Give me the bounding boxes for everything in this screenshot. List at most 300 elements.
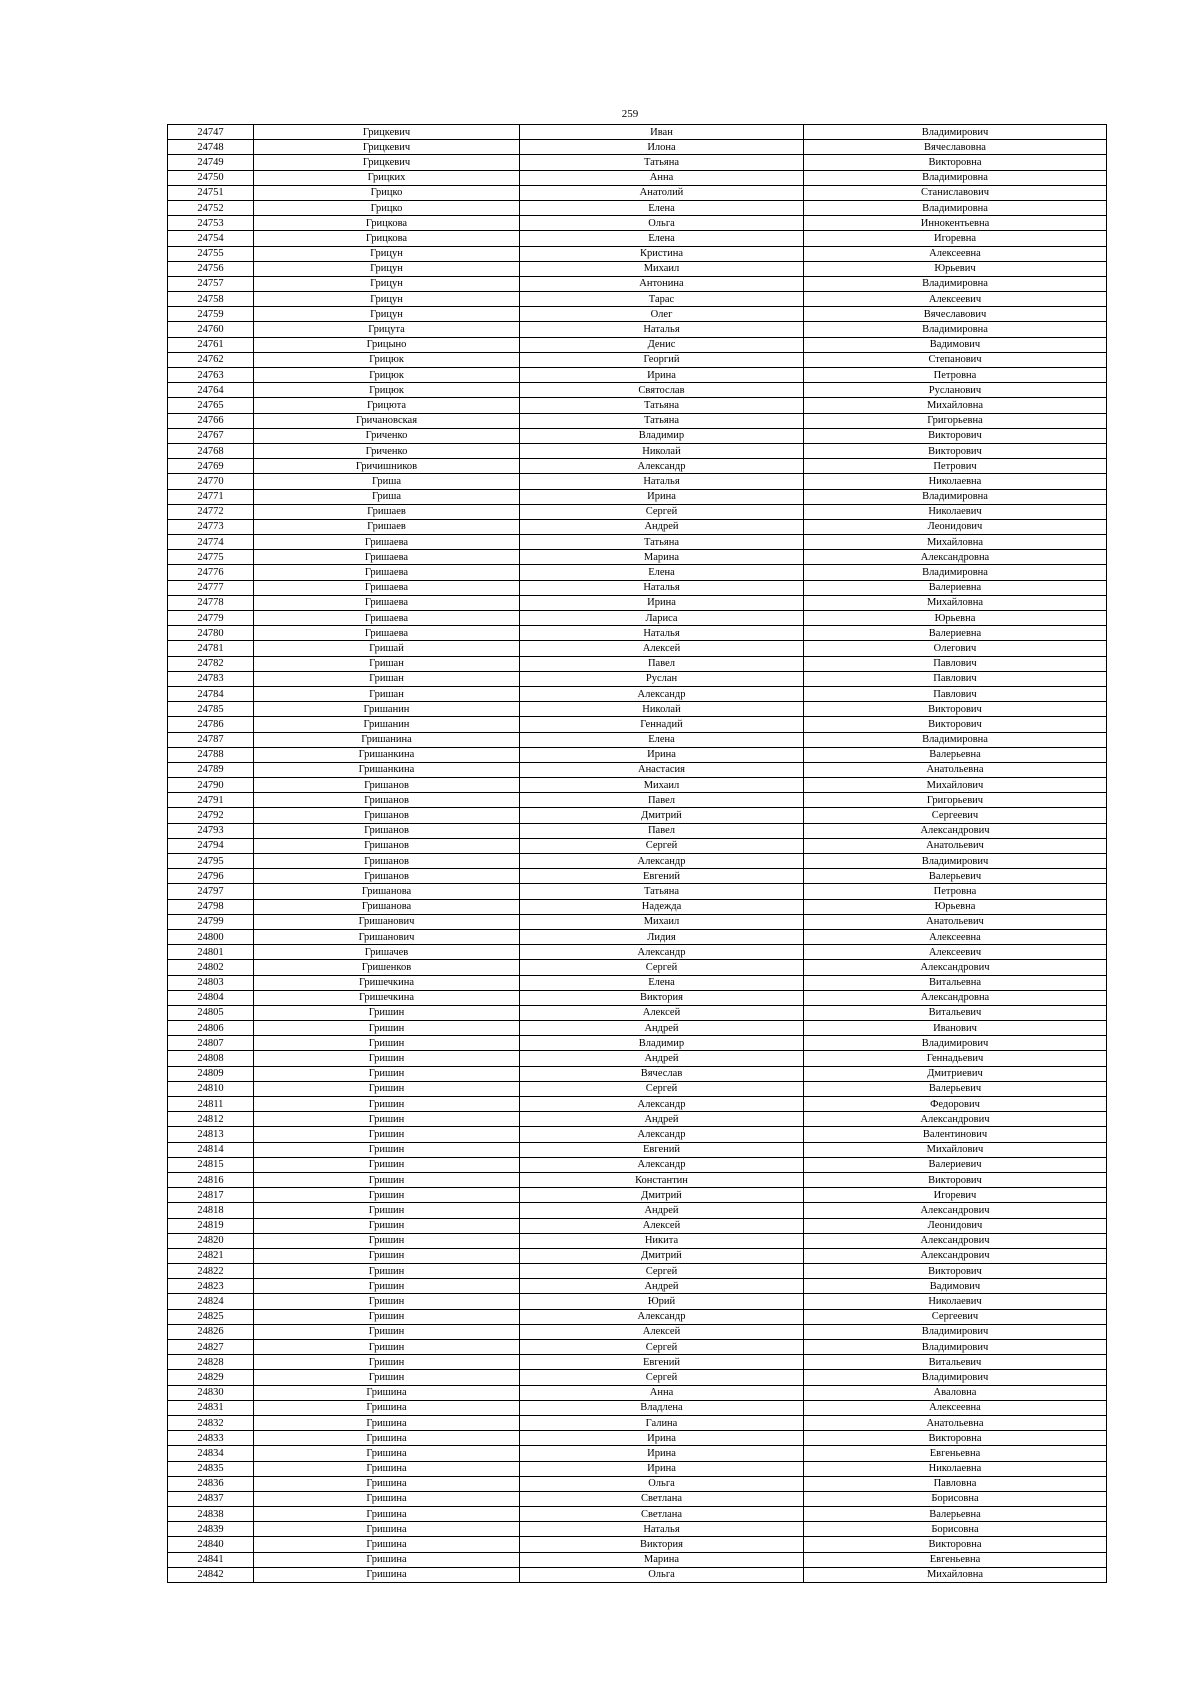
first-name-cell: Евгений (520, 1142, 804, 1157)
first-name-cell: Андрей (520, 1279, 804, 1294)
patronymic-cell: Викторовна (804, 1537, 1107, 1552)
first-name-cell: Елена (520, 231, 804, 246)
last-name-cell: Гришаева (254, 580, 520, 595)
first-name-cell: Надежда (520, 899, 804, 914)
record-number-cell: 24805 (168, 1005, 254, 1020)
table-row (168, 246, 1107, 261)
table-row (168, 504, 1107, 519)
last-name-cell: Гриша (254, 489, 520, 504)
table-row (168, 1081, 1107, 1096)
last-name-cell: Гричишников (254, 459, 520, 474)
record-number-cell: 24800 (168, 929, 254, 944)
record-number-cell: 24827 (168, 1340, 254, 1355)
patronymic-cell: Викторович (804, 1172, 1107, 1187)
table-row (168, 140, 1107, 155)
record-number-cell: 24773 (168, 519, 254, 534)
first-name-cell: Виктория (520, 990, 804, 1005)
table-row (168, 778, 1107, 793)
table-row (168, 1097, 1107, 1112)
patronymic-cell: Валентинович (804, 1127, 1107, 1142)
patronymic-cell: Витальевич (804, 1355, 1107, 1370)
table-row (168, 1127, 1107, 1142)
last-name-cell: Гришечкина (254, 990, 520, 1005)
record-number-cell: 24811 (168, 1097, 254, 1112)
table-row (168, 1400, 1107, 1415)
patronymic-cell: Владимирович (804, 1324, 1107, 1339)
last-name-cell: Гришина (254, 1461, 520, 1476)
last-name-cell: Гришан (254, 686, 520, 701)
last-name-cell: Гришанин (254, 717, 520, 732)
first-name-cell: Сергей (520, 960, 804, 975)
last-name-cell: Гришаева (254, 626, 520, 641)
first-name-cell: Никита (520, 1233, 804, 1248)
patronymic-cell: Викторовна (804, 1431, 1107, 1446)
first-name-cell: Анна (520, 1385, 804, 1400)
first-name-cell: Иван (520, 125, 804, 140)
patronymic-cell: Михайлович (804, 778, 1107, 793)
record-number-cell: 24753 (168, 216, 254, 231)
first-name-cell: Александр (520, 1097, 804, 1112)
first-name-cell: Анатолий (520, 185, 804, 200)
first-name-cell: Александр (520, 1309, 804, 1324)
record-number-cell: 24758 (168, 292, 254, 307)
record-number-cell: 24757 (168, 276, 254, 291)
last-name-cell: Гришанович (254, 929, 520, 944)
table-row (168, 1066, 1107, 1081)
last-name-cell: Грицута (254, 322, 520, 337)
record-number-cell: 24767 (168, 428, 254, 443)
record-number-cell: 24790 (168, 778, 254, 793)
first-name-cell: Наталья (520, 1522, 804, 1537)
record-number-cell: 24797 (168, 884, 254, 899)
record-number-cell: 24829 (168, 1370, 254, 1385)
record-number-cell: 24780 (168, 626, 254, 641)
patronymic-cell: Павлович (804, 686, 1107, 701)
last-name-cell: Гриша (254, 474, 520, 489)
last-name-cell: Гришин (254, 1021, 520, 1036)
last-name-cell: Гришина (254, 1415, 520, 1430)
patronymic-cell: Витальевич (804, 1005, 1107, 1020)
table-row (168, 1112, 1107, 1127)
table-row (168, 292, 1107, 307)
last-name-cell: Гриченко (254, 443, 520, 458)
record-number-cell: 24834 (168, 1446, 254, 1461)
page-number: 259 (621, 108, 639, 120)
record-number-cell: 24754 (168, 231, 254, 246)
table-row (168, 1157, 1107, 1172)
patronymic-cell: Павлович (804, 671, 1107, 686)
patronymic-cell: Валериевич (804, 1157, 1107, 1172)
first-name-cell: Елена (520, 732, 804, 747)
first-name-cell: Елена (520, 565, 804, 580)
last-name-cell: Гришина (254, 1476, 520, 1491)
table-row (168, 580, 1107, 595)
patronymic-cell: Александрович (804, 1248, 1107, 1263)
patronymic-cell: Михайловна (804, 595, 1107, 610)
last-name-cell: Гришин (254, 1324, 520, 1339)
patronymic-cell: Викторович (804, 1264, 1107, 1279)
last-name-cell: Грицюк (254, 383, 520, 398)
last-name-cell: Гришин (254, 1172, 520, 1187)
table-row (168, 519, 1107, 534)
record-number-cell: 24770 (168, 474, 254, 489)
record-number-cell: 24795 (168, 854, 254, 869)
table-row (168, 1355, 1107, 1370)
first-name-cell: Александр (520, 945, 804, 960)
record-number-cell: 24783 (168, 671, 254, 686)
record-number-cell: 24813 (168, 1127, 254, 1142)
last-name-cell: Грицун (254, 246, 520, 261)
patronymic-cell: Евгеньевна (804, 1446, 1107, 1461)
table-row (168, 869, 1107, 884)
last-name-cell: Гришина (254, 1522, 520, 1537)
record-number-cell: 24766 (168, 413, 254, 428)
record-number-cell: 24785 (168, 702, 254, 717)
last-name-cell: Гришанкина (254, 747, 520, 762)
table-row (168, 838, 1107, 853)
first-name-cell: Алексей (520, 641, 804, 656)
patronymic-cell: Юрьевич (804, 261, 1107, 276)
last-name-cell: Грицкевич (254, 140, 520, 155)
patronymic-cell: Русланович (804, 383, 1107, 398)
record-number-cell: 24772 (168, 504, 254, 519)
table-row (168, 535, 1107, 550)
record-number-cell: 24775 (168, 550, 254, 565)
patronymic-cell: Сергеевич (804, 808, 1107, 823)
record-number-cell: 24788 (168, 747, 254, 762)
patronymic-cell: Витальевна (804, 975, 1107, 990)
first-name-cell: Святослав (520, 383, 804, 398)
table-row (168, 322, 1107, 337)
patronymic-cell: Владимирович (804, 1340, 1107, 1355)
table-row (168, 1309, 1107, 1324)
patronymic-cell: Александрович (804, 823, 1107, 838)
table-row (168, 702, 1107, 717)
record-number-cell: 24784 (168, 686, 254, 701)
record-number-cell: 24762 (168, 352, 254, 367)
table-row (168, 1264, 1107, 1279)
patronymic-cell: Михайлович (804, 1142, 1107, 1157)
record-number-cell: 24822 (168, 1264, 254, 1279)
patronymic-cell: Валерьевна (804, 747, 1107, 762)
patronymic-cell: Александровна (804, 990, 1107, 1005)
record-number-cell: 24819 (168, 1218, 254, 1233)
first-name-cell: Кристина (520, 246, 804, 261)
patronymic-cell: Евгеньевна (804, 1552, 1107, 1567)
first-name-cell: Евгений (520, 1355, 804, 1370)
table-row (168, 823, 1107, 838)
record-number-cell: 24837 (168, 1491, 254, 1506)
first-name-cell: Ирина (520, 1461, 804, 1476)
first-name-cell: Ирина (520, 368, 804, 383)
table-row (168, 945, 1107, 960)
table-row (168, 717, 1107, 732)
last-name-cell: Грицыно (254, 337, 520, 352)
table-row (168, 1248, 1107, 1263)
patronymic-cell: Николаевич (804, 1294, 1107, 1309)
last-name-cell: Гришина (254, 1446, 520, 1461)
first-name-cell: Георгий (520, 352, 804, 367)
record-number-cell: 24791 (168, 793, 254, 808)
last-name-cell: Гришин (254, 1051, 520, 1066)
table-row (168, 231, 1107, 246)
record-number-cell: 24761 (168, 337, 254, 352)
patronymic-cell: Николаевич (804, 504, 1107, 519)
table-row (168, 1476, 1107, 1491)
last-name-cell: Гришина (254, 1491, 520, 1506)
first-name-cell: Михаил (520, 914, 804, 929)
record-number-cell: 24816 (168, 1172, 254, 1187)
table-row (168, 1021, 1107, 1036)
first-name-cell: Александр (520, 1157, 804, 1172)
record-number-cell: 24750 (168, 170, 254, 185)
record-number-cell: 24789 (168, 762, 254, 777)
last-name-cell: Грицко (254, 200, 520, 215)
table-row (168, 413, 1107, 428)
table-row (168, 808, 1107, 823)
last-name-cell: Гришанина (254, 732, 520, 747)
record-number-cell: 24825 (168, 1309, 254, 1324)
last-name-cell: Гришин (254, 1066, 520, 1081)
last-name-cell: Грицун (254, 307, 520, 322)
record-number-cell: 24759 (168, 307, 254, 322)
first-name-cell: Татьяна (520, 398, 804, 413)
patronymic-cell: Анатольевна (804, 1415, 1107, 1430)
patronymic-cell: Аваловна (804, 1385, 1107, 1400)
table-row (168, 276, 1107, 291)
roster-body (168, 125, 1107, 1583)
record-number-cell: 24817 (168, 1188, 254, 1203)
patronymic-cell: Алексеевна (804, 246, 1107, 261)
table-row (168, 1051, 1107, 1066)
record-number-cell: 24838 (168, 1507, 254, 1522)
patronymic-cell: Валериевна (804, 580, 1107, 595)
last-name-cell: Грицун (254, 276, 520, 291)
first-name-cell: Дмитрий (520, 1188, 804, 1203)
first-name-cell: Андрей (520, 1203, 804, 1218)
table-row (168, 261, 1107, 276)
patronymic-cell: Владимировна (804, 200, 1107, 215)
last-name-cell: Гришаева (254, 550, 520, 565)
patronymic-cell: Степанович (804, 352, 1107, 367)
first-name-cell: Дмитрий (520, 1248, 804, 1263)
table-row (168, 1218, 1107, 1233)
patronymic-cell: Иннокентьевна (804, 216, 1107, 231)
patronymic-cell: Анатольевич (804, 914, 1107, 929)
patronymic-cell: Павлович (804, 656, 1107, 671)
first-name-cell: Татьяна (520, 155, 804, 170)
last-name-cell: Гришанович (254, 914, 520, 929)
record-number-cell: 24833 (168, 1431, 254, 1446)
last-name-cell: Грицких (254, 170, 520, 185)
table-row (168, 1567, 1107, 1582)
patronymic-cell: Алексеевна (804, 929, 1107, 944)
patronymic-cell: Владимировна (804, 322, 1107, 337)
first-name-cell: Ольга (520, 216, 804, 231)
patronymic-cell: Михайловна (804, 398, 1107, 413)
table-row (168, 960, 1107, 975)
patronymic-cell: Борисовна (804, 1522, 1107, 1537)
last-name-cell: Гришин (254, 1248, 520, 1263)
table-row (168, 762, 1107, 777)
last-name-cell: Гришанкина (254, 762, 520, 777)
patronymic-cell: Николаевна (804, 1461, 1107, 1476)
last-name-cell: Гришин (254, 1279, 520, 1294)
first-name-cell: Владимир (520, 428, 804, 443)
table-row (168, 1005, 1107, 1020)
last-name-cell: Гришанов (254, 838, 520, 853)
last-name-cell: Гришин (254, 1081, 520, 1096)
record-number-cell: 24760 (168, 322, 254, 337)
table-row (168, 368, 1107, 383)
first-name-cell: Сергей (520, 1370, 804, 1385)
first-name-cell: Татьяна (520, 535, 804, 550)
patronymic-cell: Петровна (804, 884, 1107, 899)
table-row (168, 200, 1107, 215)
first-name-cell: Алексей (520, 1005, 804, 1020)
first-name-cell: Илона (520, 140, 804, 155)
table-row (168, 1172, 1107, 1187)
table-row (168, 1142, 1107, 1157)
patronymic-cell: Николаевна (804, 474, 1107, 489)
first-name-cell: Татьяна (520, 884, 804, 899)
first-name-cell: Светлана (520, 1491, 804, 1506)
first-name-cell: Наталья (520, 474, 804, 489)
first-name-cell: Олег (520, 307, 804, 322)
last-name-cell: Гришанов (254, 778, 520, 793)
last-name-cell: Гришаева (254, 535, 520, 550)
last-name-cell: Гришина (254, 1552, 520, 1567)
table-row (168, 595, 1107, 610)
first-name-cell: Светлана (520, 1507, 804, 1522)
record-number-cell: 24786 (168, 717, 254, 732)
patronymic-cell: Викторович (804, 443, 1107, 458)
table-row (168, 565, 1107, 580)
first-name-cell: Алексей (520, 1218, 804, 1233)
first-name-cell: Сергей (520, 1340, 804, 1355)
first-name-cell: Елена (520, 975, 804, 990)
record-number-cell: 24793 (168, 823, 254, 838)
last-name-cell: Грицюк (254, 368, 520, 383)
table-row (168, 1385, 1107, 1400)
patronymic-cell: Владимирович (804, 125, 1107, 140)
first-name-cell: Михаил (520, 261, 804, 276)
patronymic-cell: Владимировна (804, 565, 1107, 580)
table-row (168, 671, 1107, 686)
record-number-cell: 24798 (168, 899, 254, 914)
last-name-cell: Гришин (254, 1340, 520, 1355)
last-name-cell: Гришаев (254, 504, 520, 519)
patronymic-cell: Валериевна (804, 626, 1107, 641)
record-number-cell: 24794 (168, 838, 254, 853)
patronymic-cell: Юрьевна (804, 899, 1107, 914)
patronymic-cell: Вадимович (804, 1279, 1107, 1294)
last-name-cell: Гришанов (254, 793, 520, 808)
patronymic-cell: Александровна (804, 550, 1107, 565)
patronymic-cell: Анатольевич (804, 838, 1107, 853)
patronymic-cell: Владимирович (804, 1036, 1107, 1051)
patronymic-cell: Валерьевич (804, 869, 1107, 884)
record-number-cell: 24815 (168, 1157, 254, 1172)
first-name-cell: Анастасия (520, 762, 804, 777)
record-number-cell: 24769 (168, 459, 254, 474)
patronymic-cell: Игоревич (804, 1188, 1107, 1203)
record-number-cell: 24826 (168, 1324, 254, 1339)
first-name-cell: Константин (520, 1172, 804, 1187)
table-row (168, 686, 1107, 701)
table-row (168, 975, 1107, 990)
first-name-cell: Андрей (520, 519, 804, 534)
first-name-cell: Ирина (520, 747, 804, 762)
last-name-cell: Грицкова (254, 216, 520, 231)
last-name-cell: Гришин (254, 1264, 520, 1279)
first-name-cell: Ирина (520, 595, 804, 610)
last-name-cell: Гришин (254, 1233, 520, 1248)
table-row (168, 899, 1107, 914)
first-name-cell: Николай (520, 702, 804, 717)
record-number-cell: 24832 (168, 1415, 254, 1430)
table-row (168, 1446, 1107, 1461)
first-name-cell: Елена (520, 200, 804, 215)
last-name-cell: Гришанов (254, 808, 520, 823)
first-name-cell: Дмитрий (520, 808, 804, 823)
patronymic-cell: Владимировна (804, 489, 1107, 504)
record-number-cell: 24749 (168, 155, 254, 170)
table-row (168, 1340, 1107, 1355)
patronymic-cell: Вячеславович (804, 307, 1107, 322)
record-number-cell: 24823 (168, 1279, 254, 1294)
last-name-cell: Гришанова (254, 899, 520, 914)
first-name-cell: Николай (520, 443, 804, 458)
record-number-cell: 24752 (168, 200, 254, 215)
first-name-cell: Тарас (520, 292, 804, 307)
last-name-cell: Гришачев (254, 945, 520, 960)
last-name-cell: Грицкевич (254, 125, 520, 140)
last-name-cell: Грицко (254, 185, 520, 200)
record-number-cell: 24821 (168, 1248, 254, 1263)
table-row (168, 352, 1107, 367)
last-name-cell: Грицюта (254, 398, 520, 413)
table-row (168, 443, 1107, 458)
last-name-cell: Гришин (254, 1157, 520, 1172)
last-name-cell: Гришечкина (254, 975, 520, 990)
table-row (168, 854, 1107, 869)
first-name-cell: Денис (520, 337, 804, 352)
first-name-cell: Александр (520, 459, 804, 474)
record-number-cell: 24801 (168, 945, 254, 960)
record-number-cell: 24799 (168, 914, 254, 929)
last-name-cell: Гришина (254, 1537, 520, 1552)
last-name-cell: Гришин (254, 1036, 520, 1051)
first-name-cell: Сергей (520, 1081, 804, 1096)
last-name-cell: Гриченко (254, 428, 520, 443)
record-number-cell: 24748 (168, 140, 254, 155)
patronymic-cell: Алексеевна (804, 1400, 1107, 1415)
last-name-cell: Гришин (254, 1005, 520, 1020)
patronymic-cell: Александрович (804, 1112, 1107, 1127)
patronymic-cell: Викторович (804, 428, 1107, 443)
record-number-cell: 24806 (168, 1021, 254, 1036)
record-number-cell: 24792 (168, 808, 254, 823)
patronymic-cell: Федорович (804, 1097, 1107, 1112)
record-number-cell: 24804 (168, 990, 254, 1005)
record-number-cell: 24776 (168, 565, 254, 580)
table-row (168, 656, 1107, 671)
record-number-cell: 24812 (168, 1112, 254, 1127)
patronymic-cell: Викторовна (804, 155, 1107, 170)
last-name-cell: Гришин (254, 1355, 520, 1370)
table-row (168, 398, 1107, 413)
